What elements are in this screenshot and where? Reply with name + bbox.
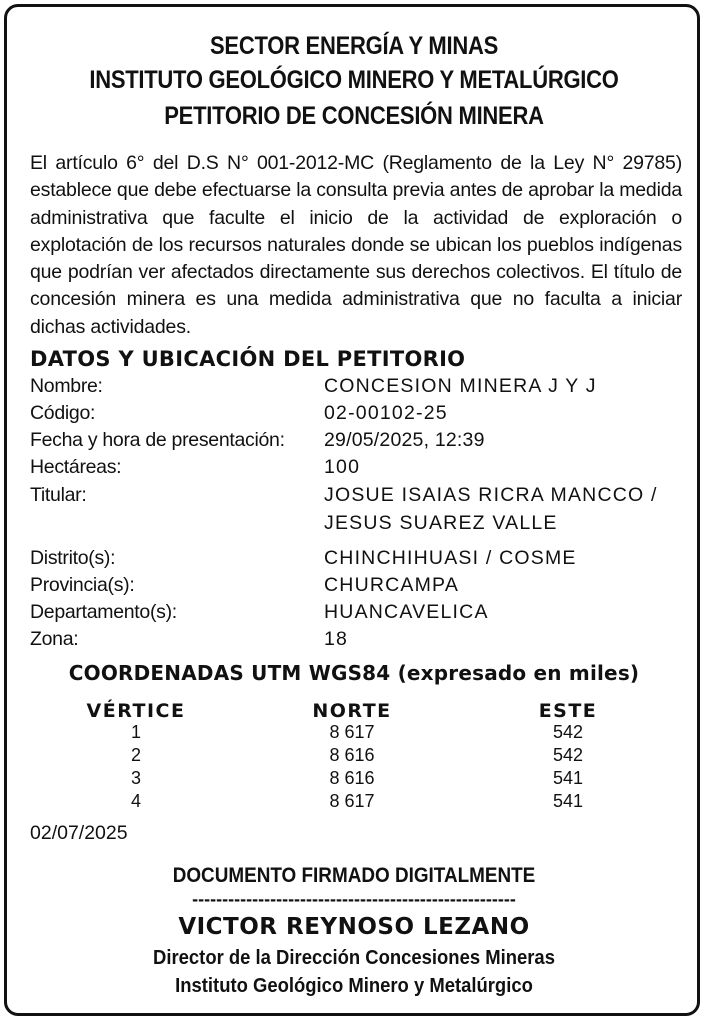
cell-este: 541 [552,791,584,811]
col-header-norte: NORTE [312,700,392,722]
cell-vertice: 1 [130,722,141,742]
signed-label: DOCUMENTO FIRMADO DIGITALMENTE [172,864,536,887]
cell-este: 541 [552,768,584,788]
field-label: Titular: [30,484,87,506]
header-sector: SECTOR ENERGÍA Y MINAS [209,32,498,60]
field-label: Zona: [30,628,79,650]
coordinates-title: COORDENADAS UTM WGS84 (expresado en miles) [68,661,640,685]
document-date: 02/07/2025 [30,822,128,844]
field-label: Provincia(s): [30,574,135,596]
intro-paragraph: El artículo 6° del D.S N° 001-2012-MC (Reglamento de la Ley N° 29785) establece que debe efectuarse la consulta previa antes de aprobar la medida administrativa que faculte el inicio de la actividad de exploración o explotación de los recursos naturales donde se ubican los pueblos indígenas que podrían ver afectados directamente sus derechos colectivos. El título de concesión minera es una medida administrativa que no faculta a iniciar dichas actividades. [30,152,682,338]
field-value: JOSUE ISAIAS RICRA MANCCO / [324,484,658,506]
cell-norte: 8 617 [329,722,375,742]
field-value: 29/05/2025, 12:39 [324,429,485,451]
field-value: CHINCHIHUASI / COSME [324,547,577,569]
field-value: CONCESION MINERA J Y J [324,375,597,397]
cell-norte: 8 617 [329,791,375,811]
cell-norte: 8 616 [329,745,375,765]
cell-vertice: 4 [130,791,141,811]
datos-section-title: DATOS Y UBICACIÓN DEL PETITORIO [30,347,466,371]
signer-role: Director de la Dirección Concesiones Mineras [153,946,555,969]
field-label: Fecha y hora de presentación: [30,429,285,451]
cell-vertice: 2 [130,745,141,765]
col-header-vertice: VÉRTICE [86,700,186,722]
field-label: Código: [30,402,96,424]
field-value: JESUS SUAREZ VALLE [324,512,558,534]
signer-name: VICTOR REYNOSO LEZANO [178,914,530,940]
signer-institution: Instituto Geológico Minero y Metalúrgico [175,974,533,997]
col-header-este: ESTE [538,700,598,722]
header-petitorio: PETITORIO DE CONCESIÓN MINERA [164,102,544,130]
cell-norte: 8 616 [329,768,375,788]
field-value: HUANCAVELICA [324,601,489,623]
field-value: 02-00102-25 [324,402,448,424]
field-label: Distrito(s): [30,547,116,569]
field-value: 18 [324,628,349,650]
field-label: Nombre: [30,375,103,397]
cell-este: 542 [552,722,584,742]
cell-este: 542 [552,745,584,765]
field-value: 100 [324,456,361,478]
header-institute: INSTITUTO GEOLÓGICO MINERO Y METALÚRGICO [89,66,619,94]
field-label: Departamento(s): [30,601,177,623]
field-label: Hectáreas: [30,456,122,478]
field-value: CHURCAMPA [324,574,460,596]
signature-divider: ------------------------------------------------------ [192,889,516,909]
cell-vertice: 3 [130,768,141,788]
